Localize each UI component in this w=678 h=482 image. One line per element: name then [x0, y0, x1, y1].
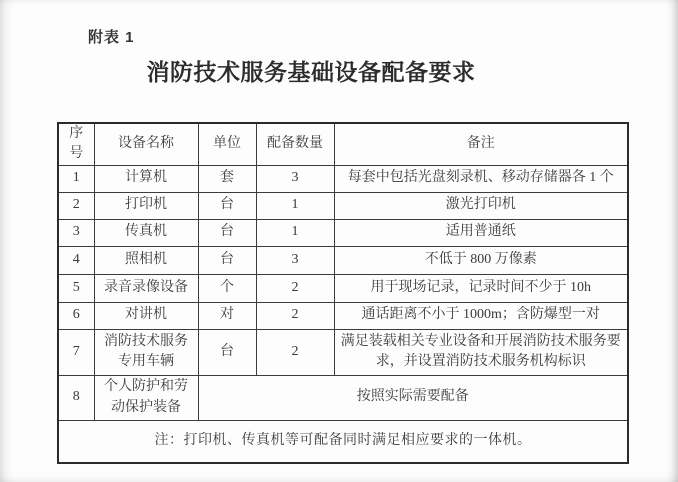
quantity: 2: [256, 302, 334, 329]
row-number: 4: [58, 246, 94, 274]
column-header-quantity: 配备数量: [256, 123, 334, 165]
quantity: 3: [256, 246, 334, 274]
table-note-row: [58, 420, 628, 463]
row-number: 6: [58, 302, 94, 329]
table-footnote: 注：打印机、传真机等可配备同时满足相应要求的一体机。: [58, 420, 628, 463]
quantity: 1: [256, 219, 334, 246]
unit: 套: [198, 165, 256, 192]
equipment-name: 录音录像设备: [94, 274, 198, 302]
equipment-name: 个人防护和劳动保护装备: [94, 375, 198, 420]
row-number: 7: [58, 329, 94, 375]
remark: 用于现场记录，记录时间不少于 10h: [334, 274, 628, 302]
equipment-name: 打印机: [94, 192, 198, 219]
remark: 激光打印机: [334, 192, 628, 219]
row-number: 8: [58, 375, 94, 420]
remark: 每套中包括光盘刻录机、移动存储器各 1 个: [334, 165, 628, 192]
document-title: 消防技术服务基础设备配备要求: [146, 60, 476, 85]
remark: 适用普通纸: [334, 219, 628, 246]
remark: 满足装载相关专业设备和开展消防技术服务要求，并设置消防技术服务机构标识: [334, 329, 628, 375]
quantity: 1: [256, 192, 334, 219]
table-row: [58, 329, 628, 375]
table-row: [58, 192, 628, 219]
merged-remark: 按照实际需要配备: [198, 375, 628, 420]
quantity: 2: [256, 274, 334, 302]
equipment-name: 对讲机: [94, 302, 198, 329]
equipment-name: 传真机: [94, 219, 198, 246]
equipment-requirements-table: [57, 122, 629, 464]
table-row: [58, 375, 628, 420]
column-header-number: 序号: [58, 123, 94, 165]
table-row: [58, 302, 628, 329]
equipment-name: 消防技术服务专用车辆: [94, 329, 198, 375]
unit: 台: [198, 192, 256, 219]
unit: 对: [198, 302, 256, 329]
column-header-remarks: 备注: [334, 123, 628, 165]
remark: 不低于 800 万像素: [334, 246, 628, 274]
unit: 台: [198, 329, 256, 375]
column-header-unit: 单位: [198, 123, 256, 165]
attachment-table-tag: 附表 1: [88, 29, 135, 46]
unit: 台: [198, 219, 256, 246]
row-number: 1: [58, 165, 94, 192]
remark: 通话距离不小于 1000m；含防爆型一对: [334, 302, 628, 329]
quantity: 2: [256, 329, 334, 375]
table-row: [58, 246, 628, 274]
row-number: 3: [58, 219, 94, 246]
row-number: 5: [58, 274, 94, 302]
unit: 台: [198, 246, 256, 274]
row-number: 2: [58, 192, 94, 219]
equipment-name: 照相机: [94, 246, 198, 274]
table-row: [58, 165, 628, 192]
equipment-name: 计算机: [94, 165, 198, 192]
unit: 个: [198, 274, 256, 302]
table-row: [58, 219, 628, 246]
quantity: 3: [256, 165, 334, 192]
table-header-row: [58, 123, 628, 165]
column-header-equipment-name: 设备名称: [94, 123, 198, 165]
table-row: [58, 274, 628, 302]
